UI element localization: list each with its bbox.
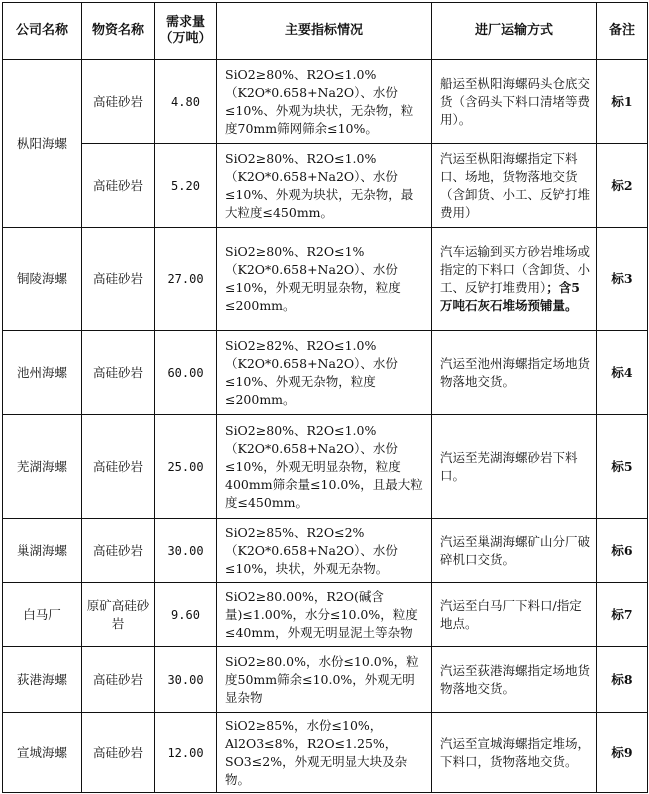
header-material: 物资名称 [82,3,155,60]
table-row [3,144,648,228]
materials-table [2,2,648,793]
header-spec: 主要指标情况 [217,3,432,60]
demand-qty: 30.00 [155,647,217,713]
note-label: 标3 [597,228,648,331]
transport-cell [432,228,597,331]
material-name: 高硅砂岩 [82,647,155,713]
note-label: 标4 [597,331,648,415]
demand-qty: 12.00 [155,713,217,793]
spec-text: SiO2≥80%、R2O≤1%（K2O*0.658+Na2O）、水份≤10%，外观无明显杂物，粒度≤200mm。 [217,228,432,331]
note-label: 标1 [597,60,648,144]
spec-text: SiO2≥85%、R2O≤2%（K2O*0.658+Na2O）、水份≤10%，块状，外观无杂物。 [217,519,432,583]
table-row [3,228,648,331]
spec-text: SiO2≥80%、R2O≤1.0%（K2O*0.658+Na2O）、水份≤10%、外观为块状，无杂物，最大粒度≤450mm。 [217,144,432,228]
company-name: 宣城海螺 [3,713,82,793]
header-note: 备注 [597,3,648,60]
transport-text: 汽运至芜湖海螺砂岩下料口。 [432,415,597,519]
material-name: 高硅砂岩 [82,228,155,331]
spec-text: SiO2≥82%、R2O≤1.0%（K2O*0.658+Na2O）、水份≤10%、外观无杂物，粒度≤200mm。 [217,331,432,415]
demand-qty: 30.00 [155,519,217,583]
table-row [3,415,648,519]
spec-text: SiO2≥80.00%，R2O(碱含量)≤1.00%，水分≤10.0%，粒度≤40mm，外观无明显泥土等杂物 [217,583,432,647]
table-row [3,60,648,144]
table-row [3,713,648,793]
material-name: 高硅砂岩 [82,60,155,144]
spec-text: SiO2≥80%、R2O≤1.0%（K2O*0.658+Na2O）、水份≤10%、外观为块状，无杂物，粒度70mm筛网筛余≤10%。 [217,60,432,144]
spec-text: SiO2≥80%、R2O≤1.0%（K2O*0.658+Na2O）、水份≤10%，外观无明显杂物，粒度400mm筛余量≤10.0%，且最大粒度≤450mm。 [217,415,432,519]
note-label: 标8 [597,647,648,713]
demand-qty: 4.80 [155,60,217,144]
note-label: 标5 [597,415,648,519]
company-name: 巢湖海螺 [3,519,82,583]
header-demand [155,3,217,60]
note-label: 标6 [597,519,648,583]
transport-text: 汽运至白马厂下料口/指定地点。 [432,583,597,647]
spec-text: SiO2≥80.0%，水份≤10.0%，粒度50mm筛余≤10.0%，外观无明显杂物 [217,647,432,713]
demand-qty: 27.00 [155,228,217,331]
note-label: 标2 [597,144,648,228]
transport-text: 汽运至宣城海螺指定堆场，下料口，货物落地交货。 [432,713,597,793]
demand-qty: 60.00 [155,331,217,415]
table-row [3,331,648,415]
transport-bold-text: ；含5万吨石灰石堆场预铺量。 [440,280,580,313]
transport-text: 汽运至巢湖海螺矿山分厂破碎机口交货。 [432,519,597,583]
company-name: 枞阳海螺 [3,60,82,228]
company-name: 池州海螺 [3,331,82,415]
transport-text: 汽运至枞阳海螺指定下料口、场地，货物落地交货（含卸货、小工、反铲打堆费用） [432,144,597,228]
header-demand-line1: 需求量 [165,15,205,30]
transport-text: 汽运至池州海螺指定场地货物落地交货。 [432,331,597,415]
transport-text: 汽车运输到买方砂岩堆场或指定的下料口（含卸货、小工、反铲打堆费用） [440,244,591,295]
header-transport: 进厂运输方式 [432,3,597,60]
material-name: 高硅砂岩 [82,519,155,583]
material-name: 高硅砂岩 [82,713,155,793]
note-label: 标7 [597,583,648,647]
company-name: 白马厂 [3,583,82,647]
company-name: 芜湖海螺 [3,415,82,519]
transport-text: 船运至枞阳海螺码头仓底交货（含码头下料口清堵等费用）。 [432,60,597,144]
table-row [3,583,648,647]
material-name: 高硅砂岩 [82,144,155,228]
company-name: 荻港海螺 [3,647,82,713]
table-row [3,647,648,713]
demand-qty: 5.20 [155,144,217,228]
transport-text: 汽运至荻港海螺指定场地货物落地交货。 [432,647,597,713]
note-label: 标9 [597,713,648,793]
header-company: 公司名称 [3,3,82,60]
demand-qty: 9.60 [155,583,217,647]
material-name: 高硅砂岩 [82,415,155,519]
header-demand-line2: （万吨） [159,31,212,46]
material-name: 高硅砂岩 [82,331,155,415]
header-row [3,3,648,60]
table-row [3,519,648,583]
demand-qty: 25.00 [155,415,217,519]
material-name: 原矿高硅砂岩 [82,583,155,647]
spec-text: SiO2≥85%，水份≤10%，Al2O3≤8%，R2O≤1.25%，SO3≤2%，外观无明显大块及杂物。 [217,713,432,793]
company-name: 铜陵海螺 [3,228,82,331]
